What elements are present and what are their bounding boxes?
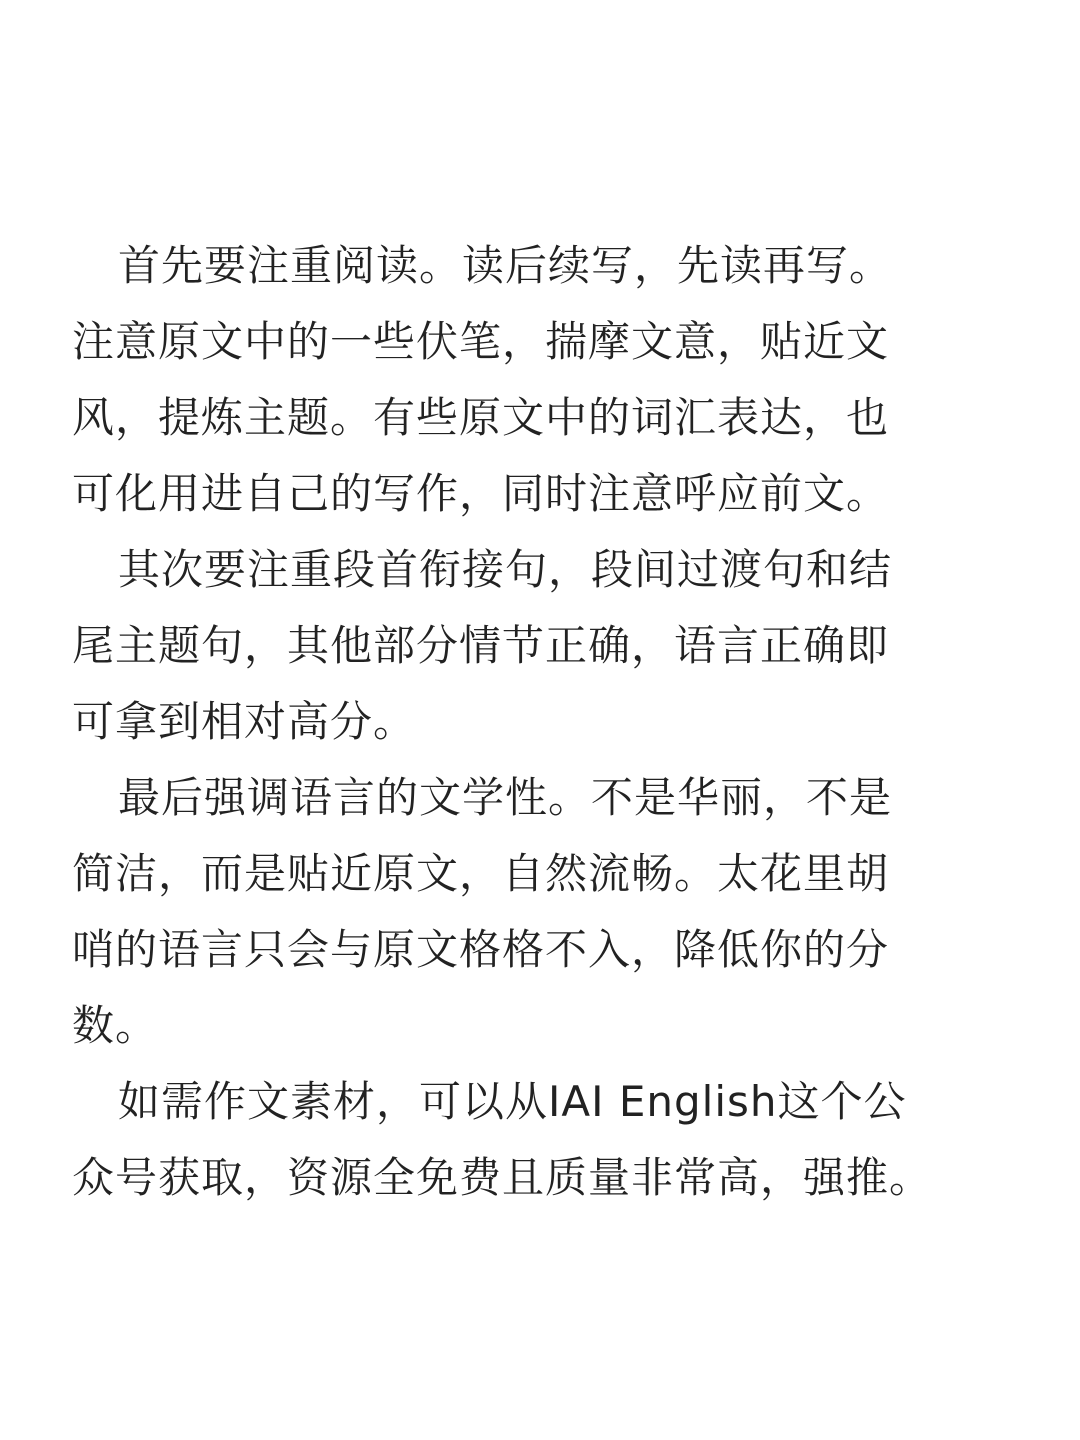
paragraph-line: 其次要注重段首衔接句，段间过渡句和结 (118, 545, 893, 594)
paragraph-line: 数。 (72, 1001, 159, 1050)
article-body (72, 228, 1008, 1216)
paragraph-line: 可拿到相对高分。 (72, 697, 417, 746)
paragraph-line: 可化用进自己的写作，同时注意呼应前文。 (72, 469, 890, 518)
paragraph-line: 尾主题句，其他部分情节正确，语言正确即 (72, 621, 890, 670)
paragraph-line: 首先要注重阅读。读后续写，先读再写。 (118, 241, 893, 290)
paragraph-reading (72, 228, 1008, 532)
paragraph-line: 最后强调语言的文学性。不是华丽，不是 (118, 773, 893, 822)
paragraph-line: 风，提炼主题。有些原文中的词汇表达，也 (72, 393, 890, 442)
paragraph-line: 哨的语言只会与原文格格不入，降低你的分 (72, 925, 890, 974)
paragraph-language (72, 760, 1008, 1064)
paragraph-line: 众号获取，资源全免费且质量非常高，强推。 (72, 1153, 933, 1202)
paragraph-line: 简洁，而是贴近原文，自然流畅。太花里胡 (72, 849, 890, 898)
paragraph-line: 注意原文中的一些伏笔，揣摩文意，贴近文 (72, 317, 890, 366)
paragraph-structure (72, 532, 1008, 760)
paragraph-resources (72, 1064, 1008, 1216)
paragraph-line: 如需作文素材，可以从IAI English这个公 (118, 1077, 907, 1126)
